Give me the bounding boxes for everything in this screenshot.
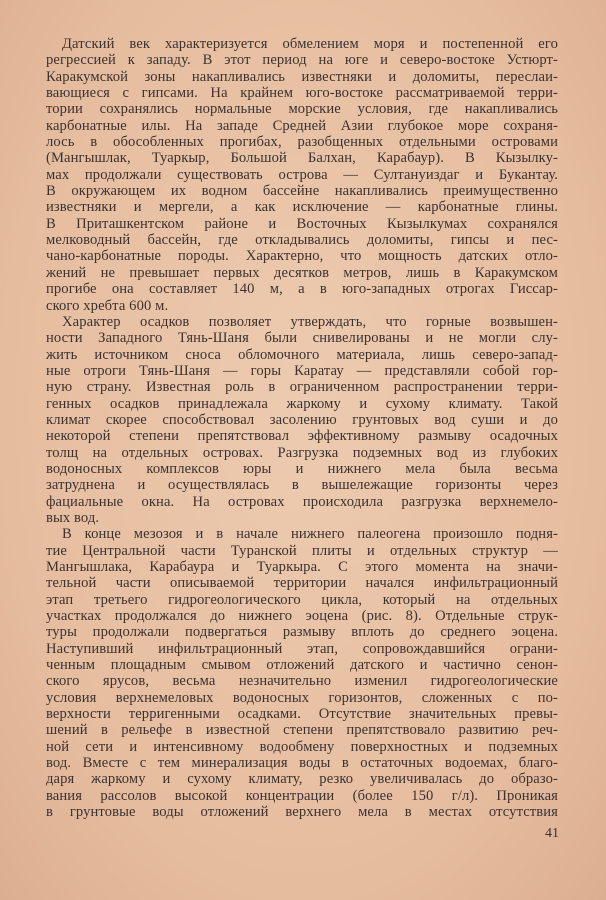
text-line: ную страну. Известная роль в ограниченном распространении терри- — [46, 379, 558, 396]
page-number: 41 — [545, 826, 559, 841]
text-line: генных осадков принадлежала жаркому и сухому климату. Такой — [46, 395, 558, 412]
text-line: В окружающем их водном бассейне накапливались преимущественно — [46, 183, 558, 200]
text-line: жений не превышает первых десятков метров, лишь в Каракумском — [46, 264, 558, 281]
text-line: тельной части описываемой территории начался инфильтрационный — [46, 575, 558, 592]
text-line: ности Западного Тянь-Шаня были снивелированы и не могли слу- — [46, 330, 558, 347]
text-line: тие Центральной части Туранской плиты и отдельных структур — — [46, 542, 558, 559]
paragraph — [46, 314, 558, 526]
text-line: Характер осадков позволяет утверждать, что горные возвышен- — [62, 313, 558, 330]
text-line: некоторой степени препятствовал эффективному размыву осадочных — [46, 428, 558, 445]
text-line: участках продолжался до нижнего эоцена (рис. 8). Отдельные струк- — [46, 608, 558, 625]
text-line: условия верхнемеловых водоносных горизонтов, сложенных с по- — [46, 689, 558, 706]
text-line: мелководный бассейн, где откладывались доломиты, гипсы и пес- — [46, 232, 558, 249]
text-line: вод. Вместе с тем минерализация воды в остаточных водоемах, благо- — [46, 755, 558, 772]
text-line: туры продолжали подвергаться размыву вплоть до среднего эоцена. — [46, 624, 558, 641]
text-line: В Приташкентском районе и Восточных Кызылкумах сохранялся — [46, 215, 558, 232]
text-line: тории сохранялись нормальные морские условия, где накапливались — [46, 101, 558, 118]
text-line: жить источником сноса обломочного материала, лишь северо-запад- — [46, 346, 558, 363]
text-line: карбонатные илы. На западе Средней Азии глубокое море сохраня- — [46, 117, 558, 134]
text-line: регрессией к западу. В этот период на юге и северо-востоке Устюрт- — [46, 52, 558, 69]
text-line: ского ярусов, весьма незначительно изменил гидрогеологические — [46, 673, 558, 690]
text-line: Каракумской зоны накапливались известняки и доломиты, переслаи- — [46, 68, 558, 85]
text-line: верхности терригенными осадками. Отсутствие значительных превы- — [46, 706, 558, 723]
text-line: климат скорее способствовал засолению грунтовых вод суши и до — [46, 411, 558, 428]
page-body-text — [46, 36, 558, 821]
text-line: известняки и мергели, а как исключение — карбонатные глины. — [46, 199, 558, 216]
text-line: этап третьего гидрогеологического цикла, который на отдельных — [46, 591, 558, 608]
text-line: толщ на отдельных островах. Разгрузка подземных вод из глубоких — [46, 444, 558, 461]
text-line: вых вод. — [46, 509, 100, 526]
text-line: затруднена и осуществлялась в вышележащие горизонты через — [46, 477, 558, 494]
text-line: Мангышлака, Карабаура и Туаркыра. С этого момента на значи- — [46, 559, 558, 575]
text-line: даря жаркому и сухому климату, резко увеличивалась до образо- — [46, 771, 558, 788]
text-line: чано-карбонатные породы. Характерно, что мощность датских отло- — [46, 248, 558, 265]
text-line: вающиеся с гипсами. На крайнем юго-востоке рассматриваемой терри- — [46, 85, 558, 102]
text-line: Наступивший инфильтрационный этап, сопровождавшийся ограни- — [46, 640, 558, 657]
text-line: (Мангышлак, Туаркыр, Большой Балхан, Карабаур). В Кызылку- — [46, 150, 558, 167]
paragraph — [46, 36, 558, 314]
text-line: прогибе она составляет 140 м, а в юго-западных отрогах Гиссар- — [46, 281, 558, 298]
text-line: ского хребта 600 м. — [46, 297, 169, 314]
text-line: в грунтовые воды отложений верхнего мела в местах отсутствия — [46, 804, 558, 821]
paragraph — [46, 526, 558, 820]
text-line: ной сети и интенсивному водообмену поверхностных и подземных — [46, 738, 558, 755]
text-line: вания рассолов высокой концентрации (более 150 г/л). Проникая — [46, 787, 558, 804]
text-line: Датский век характеризуется обмелением моря и постепенной его — [62, 36, 558, 52]
text-line: шений в рельефе в известной степени препятствовало развитию реч- — [46, 722, 558, 739]
text-line: водоносных комплексов юры и нижнего мела была весьма — [46, 460, 558, 477]
text-line: ченным площадным смывом отложений датского и частично сенон- — [46, 657, 558, 674]
text-line: мах продолжали существовать острова — Султануиздаг и Букантау. — [46, 166, 558, 183]
text-line: лось в обособленных прогибах, разобщенных отдельными островами — [46, 134, 558, 151]
text-line: фациальные окна. На островах происходила разгрузка верхнемело- — [46, 493, 558, 510]
text-line: В конце мезозоя и в начале нижнего палеогена произошло подня- — [62, 526, 558, 543]
text-line: ные отроги Тянь-Шаня — горы Каратау — представляли собой гор- — [46, 362, 558, 379]
